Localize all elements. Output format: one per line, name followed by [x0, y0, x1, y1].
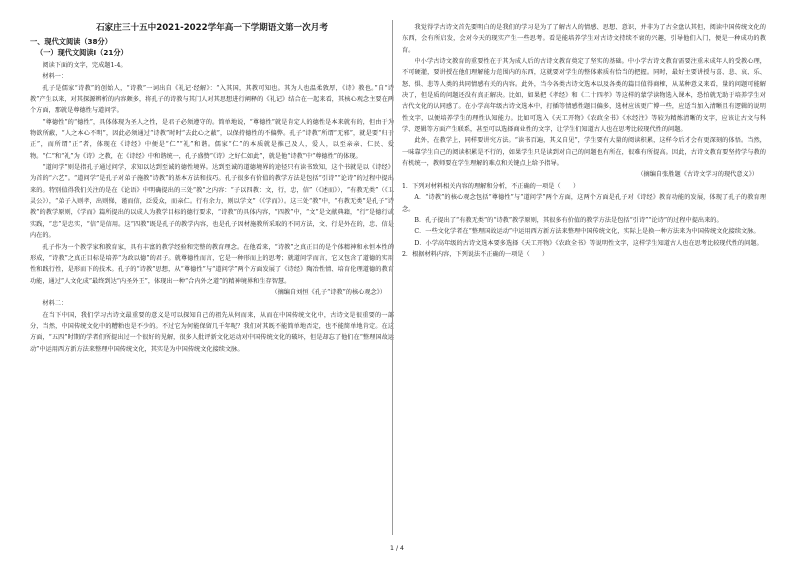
material1-paragraph: “道问学”则是指孔子通过问学，求知以达到至诚的德性境界。达到至诚的道德境界的途径只有读书致知，这个书就是以《诗经》为首的“六艺”。“道问学”是孔子对弟子施教“诗教”的基本方法和技巧。孔子很多有价值的教学方法是包括“引诗”“论诗”的过程中提出来的。特别值得我们关注的是在《论语》中明确提出的三处“教”之内容：“子以四教：文，行，忠，信”（《述而》），“有教无类”（《卫灵公》），“弟子入则孝，出则悌，谨而信，泛爱众，而亲仁。行有余力，则以学文”（《学而》）。这三处“教”中，“有教无类”是孔子“诗教”的教学原则，《学而》篇所提出的以成人为教学目标的德行要求，“诗教”的具体内容，“四教”中，“文”是文献典籍，“行”是德行或实践，“忠”是忠实，“信”是信用。这“四教”既是孔子的教学内容，也是孔子因材施教所采取的不同方法，文、行是外在的，忠、信是内在的。 — [30, 164, 394, 240]
column-divider — [392, 20, 393, 535]
question-1-option-c: C．一些文化学者在“整理国故运动”中运用西方新方法来整理中国传统文化，实际上是换一种方法来为中国传统文化接续文脉。 — [414, 228, 760, 236]
question-1: 1．下列对材料相关内容的理解和分析，不正确的一项是（ ） — [402, 182, 580, 190]
material2-label: 材料二： — [42, 300, 68, 308]
question-1-option-d: D．小学高年级的古诗文选本要多选择《天工开物》《农政全书》等说明性文字，这样学生知道古人也在思考比较现代性的问题。 — [414, 239, 763, 247]
material1-paragraph: “尊德性”的“德性”，具体体现为圣人之性，是君子必须遵守的。简单地说，“尊德性”就是肯定人的德性是本来就有的，但由于为物欲所蔽，“人之本心不明”，因此必须通过“诗教”时时“去此心之蔽”，以保持德性的不偏弊。孔子“诗教”所谓“无邪”，就是要“归于正”，而所谓“正”者，体现在《诗经》中便是“仁”“礼”和谐。儒家“仁”的本质就是推己及人，爱人，以至亲亲、仁民、爱物。“仁”和“礼”为《诗》之教，在《诗经》中和谐统一，孔子盛赞“《诗》之好仁如此”，就是他“诗教”中“尊德性”的体现。 — [30, 118, 394, 160]
right-column — [402, 22, 766, 534]
page-number: 1 / 4 — [390, 545, 404, 552]
material2-paragraph: 在当下中国，我们学习古诗文最重要的意义是可以探知自己的祖先从何而来，从而在中国传统文化中，古诗文是很重要的一部分，当然，中国传统文化中的糟粕也是不少的。不过它为何能保留几千年呢？我们对其既不能简单地否定，也不能简单地肯定。在这方面，“五四”时期的学者们所提出过一个很好的见解，很多人批评新文化运动对中国传统文化的破坏，但是却忘了他们在“整理国故运动”中运用西方新方法来整理中国传统文化，其实是为中国传统文化接续文脉。 — [30, 311, 394, 353]
material1-paragraph: 孔子作为一个教学家和教育家，具有丰富的教学经验和完整的教育理念。在他看来，“诗教”之真正目的是个体精神和永恒本性的形成，“诗教”之真正目标是培养“为政以德”的君子。就尊德性而言，它是一种形而上的思考；就道问学而言，它又包含了道德的实用性和践行性，是形而下的技术。孔子的“诗教”思想，从“尊德性”与“道问学”两个方面发展了《诗经》陶冶性情、培育伦理道德的教育功能，通过“人文化成”最终到达“内圣外王”，体现出一种“合内外之道”的精神境界和生存智慧。 — [30, 243, 394, 285]
material2-source: （摘编自张胜题《古诗文学习的现代意义》） — [637, 171, 758, 179]
instruction-text: 阅读下面的文字，完成题1-4。 — [42, 62, 127, 69]
material1-paragraph: 孔子是儒家“诗教”的创始人，“诗教”一词出自《礼记·经解》：“入其国，其教可知也。其为人也温柔敦厚，《诗》教也。”自“诗教”产生以来，对其探源辨析的内容颇多，将孔子的诗教与其门人对其思想进行阐释的《礼记》结合在一起来看，其核心观念主要在两个方面，那就是尊德性与道问学。 — [30, 84, 394, 115]
material1-source: （摘编自刘恒《孔子“诗教”的核心观念》） — [271, 288, 386, 296]
page-title: 石家庄三十五中2021-2022学年高一下学期语文第一次月考 — [96, 23, 328, 33]
material2-paragraph: 我觉得学古诗文首先要明白的是我们的学习是为了了解古人的情感、思想、意识，并非为了古全盘认其但，阅读中国传统文化的东西，会有所启发，会对今天的现实产生一些思考。看是能培养学生对古诗文持续不衰的兴趣，引导他们入门，便是一种成功的教育。 — [402, 24, 766, 54]
question-1-option-a: A．“诗教”的核心观念包括“尊德性”与“道问学”两个方面，这两个方面是孔子对《诗经》教育功能的发展，体现了孔子的教育理念。 — [402, 194, 766, 213]
section-heading: 一、现代文阅读（38分） — [30, 37, 112, 46]
material2-paragraph: 此外，在教学上，同样要讲究方法。“读书百遍，其义自见”，学生要有大量的阅读积累，这样今后才会有更深刻的体悟。当然，一味靠学生自己的阅读积累是不行的，如果学生只是读到对自己的问题也有所在，很难有所提高。因此，古诗文教育要坚持学与教的有机统一，教师要在学生理解的难点和关键点上给予指导。 — [402, 137, 766, 168]
left-column — [30, 22, 394, 534]
material1-label: 材料一： — [42, 73, 68, 81]
subsection-heading: （一）现代文阅读Ⅰ（21分） — [36, 48, 128, 57]
material2-paragraph: 中小学古诗文教育的重要性在于其为成人后的古诗文教育奠定了坚实的基础。中小学古诗文教育需要注重未成年人的受教心理，不可硬灌，要讲授在他们理解能力范围内的东西，这就要对学生的整体素质有恰当的把握。同时，最好主要讲授与喜、悲、哀、乐、怒、惧、悲等人类的共同情感有关的内容。此外，当今各类古诗文选本以及各类的篇目值得商榷，从某种意义来看，量的问题可能解决了，但是质的问题还没有真正解决。比如，如果把《孝经》和《二十四孝》等这样的蒙学读物选入课本，恐怕就无助于培养学生对古代文化的认同感了。在小学高年级古诗文选本中，打插等情感性题目偏多，选材应该更广博一些，应适当加入清晰且有逻辑的说明性文字，以便培养学生的理性认知能力。比如可选入《天工开物》《农政全书》《水经注》等较为精炼清晰的文字，应该让古文与科学、逻辑等方面产生联系，甚至可以选择商业性的文字，让学生们知道古人也在思考比较现代性的问题。 — [402, 58, 766, 134]
question-1-option-b: B．孔子提出了“有教无类”的“诗教”教学原则，其很多有价值的教学方法是包括“引诗”“论诗”的过程中提出来的。 — [414, 216, 723, 224]
question-2: 2．根据材料内容，下列说法不正确的一项是（ ） — [402, 250, 549, 258]
